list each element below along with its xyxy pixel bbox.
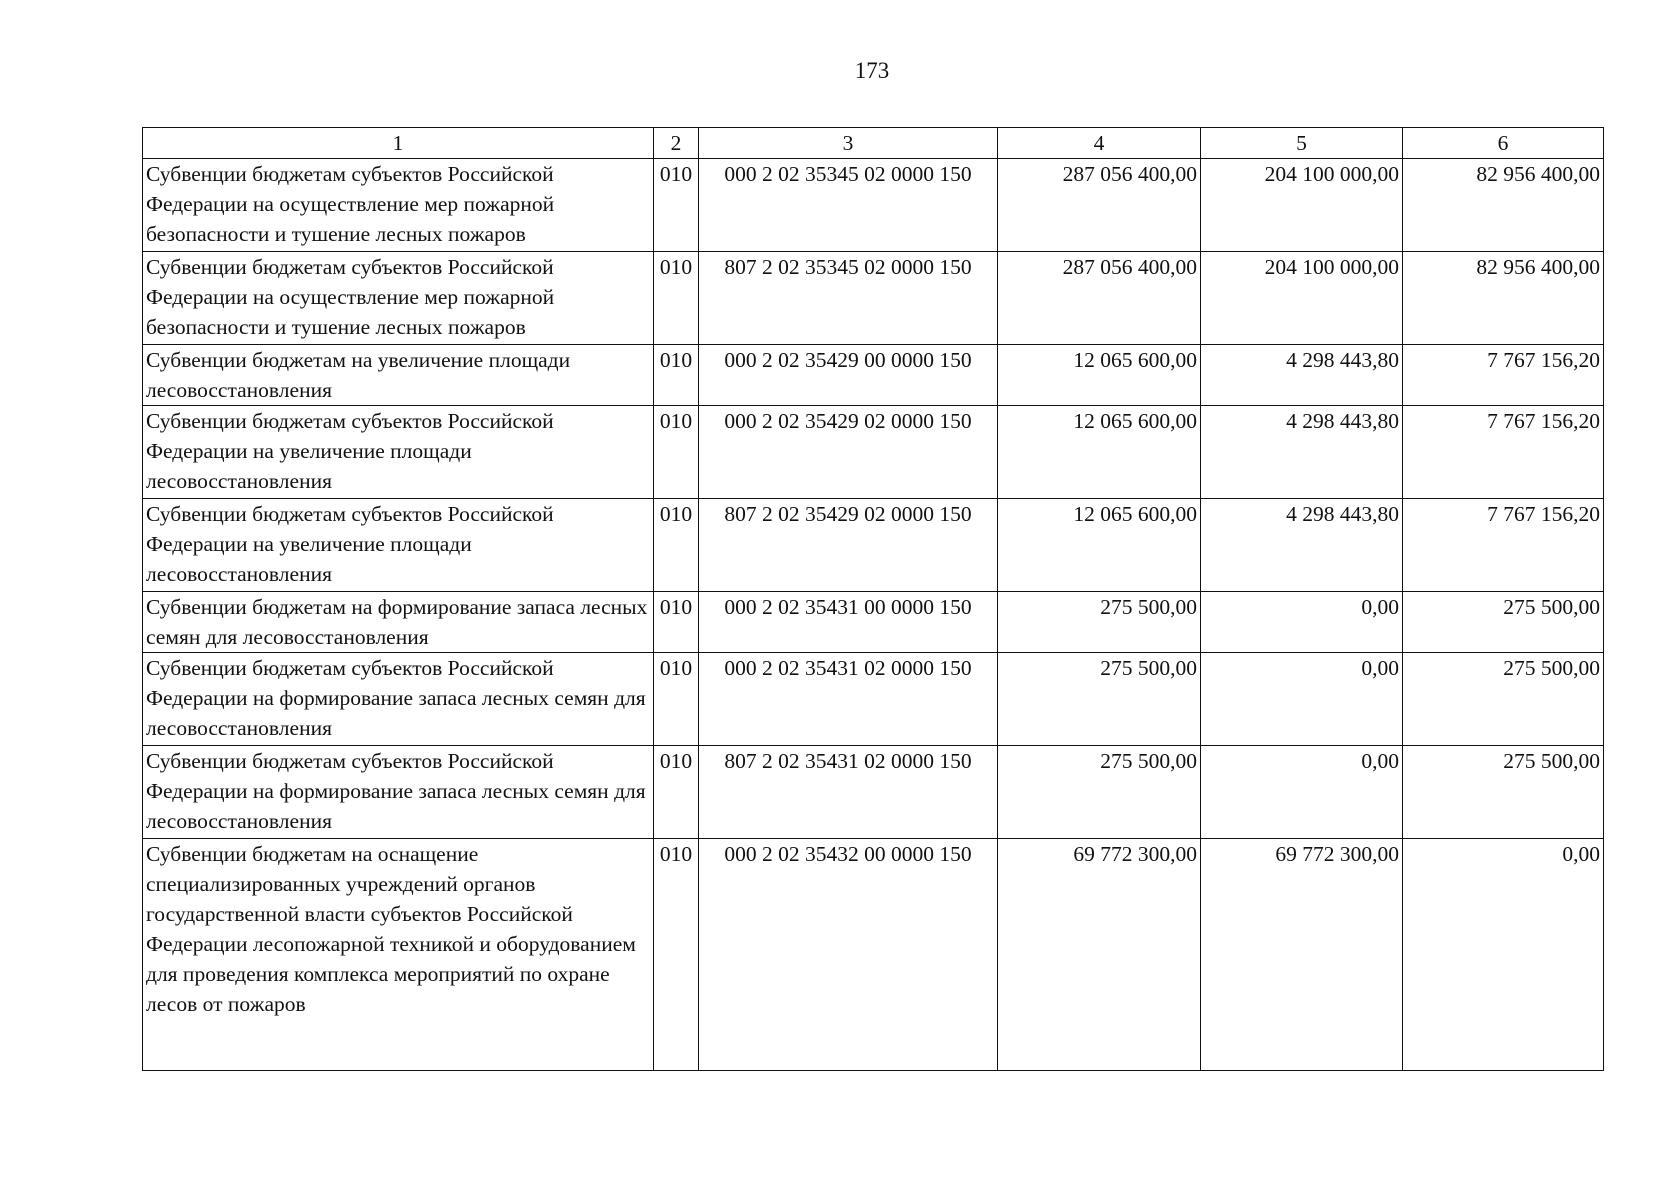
row-kbk: 000 2 02 35429 02 0000 150 — [699, 406, 998, 499]
row-amount-5: 4 298 443,80 — [1201, 345, 1403, 406]
row-name: Субвенции бюджетам на оснащение специализированных учреждений органов государственной власти субъектов Российской Федерации лесопожарной техникой и оборудованием для проведения комплекса мероприятий по охране лесов от пожаров — [143, 839, 654, 1071]
row-kbk: 000 2 02 35432 00 0000 150 — [699, 839, 998, 1071]
row-amount-6: 7 767 156,20 — [1403, 499, 1604, 592]
row-amount-5: 69 772 300,00 — [1201, 839, 1403, 1071]
row-kbk: 000 2 02 35429 00 0000 150 — [699, 345, 998, 406]
row-amount-6: 7 767 156,20 — [1403, 406, 1604, 499]
row-name: Субвенции бюджетам субъектов Российской Федерации на осуществление мер пожарной безопасности и тушение лесных пожаров — [143, 252, 654, 345]
row-amount-4: 12 065 600,00 — [998, 406, 1201, 499]
table-row — [143, 746, 1604, 839]
column-header: 6 — [1403, 128, 1604, 159]
row-kbk: 000 2 02 35431 02 0000 150 — [699, 653, 998, 746]
row-amount-4: 275 500,00 — [998, 592, 1201, 653]
table-row — [143, 406, 1604, 499]
budget-table — [142, 127, 1604, 1071]
table-row — [143, 499, 1604, 592]
row-amount-5: 204 100 000,00 — [1201, 159, 1403, 252]
column-header: 5 — [1201, 128, 1403, 159]
row-kbk: 807 2 02 35429 02 0000 150 — [699, 499, 998, 592]
row-kbk: 807 2 02 35431 02 0000 150 — [699, 746, 998, 839]
row-amount-6: 82 956 400,00 — [1403, 159, 1604, 252]
row-amount-4: 275 500,00 — [998, 653, 1201, 746]
row-code: 010 — [654, 499, 699, 592]
table-header-row — [143, 128, 1604, 159]
row-name: Субвенции бюджетам на формирование запаса лесных семян для лесовосстановления — [143, 592, 654, 653]
row-amount-5: 0,00 — [1201, 746, 1403, 839]
row-amount-4: 287 056 400,00 — [998, 159, 1201, 252]
table-row — [143, 592, 1604, 653]
row-amount-5: 4 298 443,80 — [1201, 406, 1403, 499]
row-kbk: 807 2 02 35345 02 0000 150 — [699, 252, 998, 345]
table-row — [143, 252, 1604, 345]
column-header: 3 — [699, 128, 998, 159]
column-header: 4 — [998, 128, 1201, 159]
table-row — [143, 159, 1604, 252]
row-amount-5: 0,00 — [1201, 592, 1403, 653]
column-header: 2 — [654, 128, 699, 159]
row-name: Субвенции бюджетам субъектов Российской Федерации на осуществление мер пожарной безопасности и тушение лесных пожаров — [143, 159, 654, 252]
row-amount-4: 69 772 300,00 — [998, 839, 1201, 1071]
table-row — [143, 653, 1604, 746]
row-amount-6: 275 500,00 — [1403, 653, 1604, 746]
row-code: 010 — [654, 653, 699, 746]
row-amount-6: 0,00 — [1403, 839, 1604, 1071]
row-name: Субвенции бюджетам субъектов Российской Федерации на формирование запаса лесных семян для лесовосстановления — [143, 653, 654, 746]
row-code: 010 — [654, 159, 699, 252]
row-name: Субвенции бюджетам субъектов Российской Федерации на увеличение площади лесовосстановления — [143, 406, 654, 499]
row-amount-4: 287 056 400,00 — [998, 252, 1201, 345]
row-amount-4: 12 065 600,00 — [998, 499, 1201, 592]
row-amount-4: 275 500,00 — [998, 746, 1201, 839]
row-name: Субвенции бюджетам субъектов Российской Федерации на увеличение площади лесовосстановления — [143, 499, 654, 592]
table-row — [143, 839, 1604, 1071]
row-code: 010 — [654, 345, 699, 406]
row-amount-6: 275 500,00 — [1403, 746, 1604, 839]
row-code: 010 — [654, 839, 699, 1071]
table-row — [143, 345, 1604, 406]
row-amount-4: 12 065 600,00 — [998, 345, 1201, 406]
page-number: 173 — [854, 58, 890, 83]
column-header: 1 — [143, 128, 654, 159]
row-amount-6: 7 767 156,20 — [1403, 345, 1604, 406]
row-amount-5: 4 298 443,80 — [1201, 499, 1403, 592]
row-code: 010 — [654, 592, 699, 653]
row-name: Субвенции бюджетам субъектов Российской Федерации на формирование запаса лесных семян для лесовосстановления — [143, 746, 654, 839]
row-kbk: 000 2 02 35345 02 0000 150 — [699, 159, 998, 252]
row-kbk: 000 2 02 35431 00 0000 150 — [699, 592, 998, 653]
row-amount-6: 275 500,00 — [1403, 592, 1604, 653]
row-code: 010 — [654, 406, 699, 499]
row-amount-5: 0,00 — [1201, 653, 1403, 746]
row-code: 010 — [654, 252, 699, 345]
row-amount-6: 82 956 400,00 — [1403, 252, 1604, 345]
row-name: Субвенции бюджетам на увеличение площади лесовосстановления — [143, 345, 654, 406]
row-amount-5: 204 100 000,00 — [1201, 252, 1403, 345]
row-code: 010 — [654, 746, 699, 839]
